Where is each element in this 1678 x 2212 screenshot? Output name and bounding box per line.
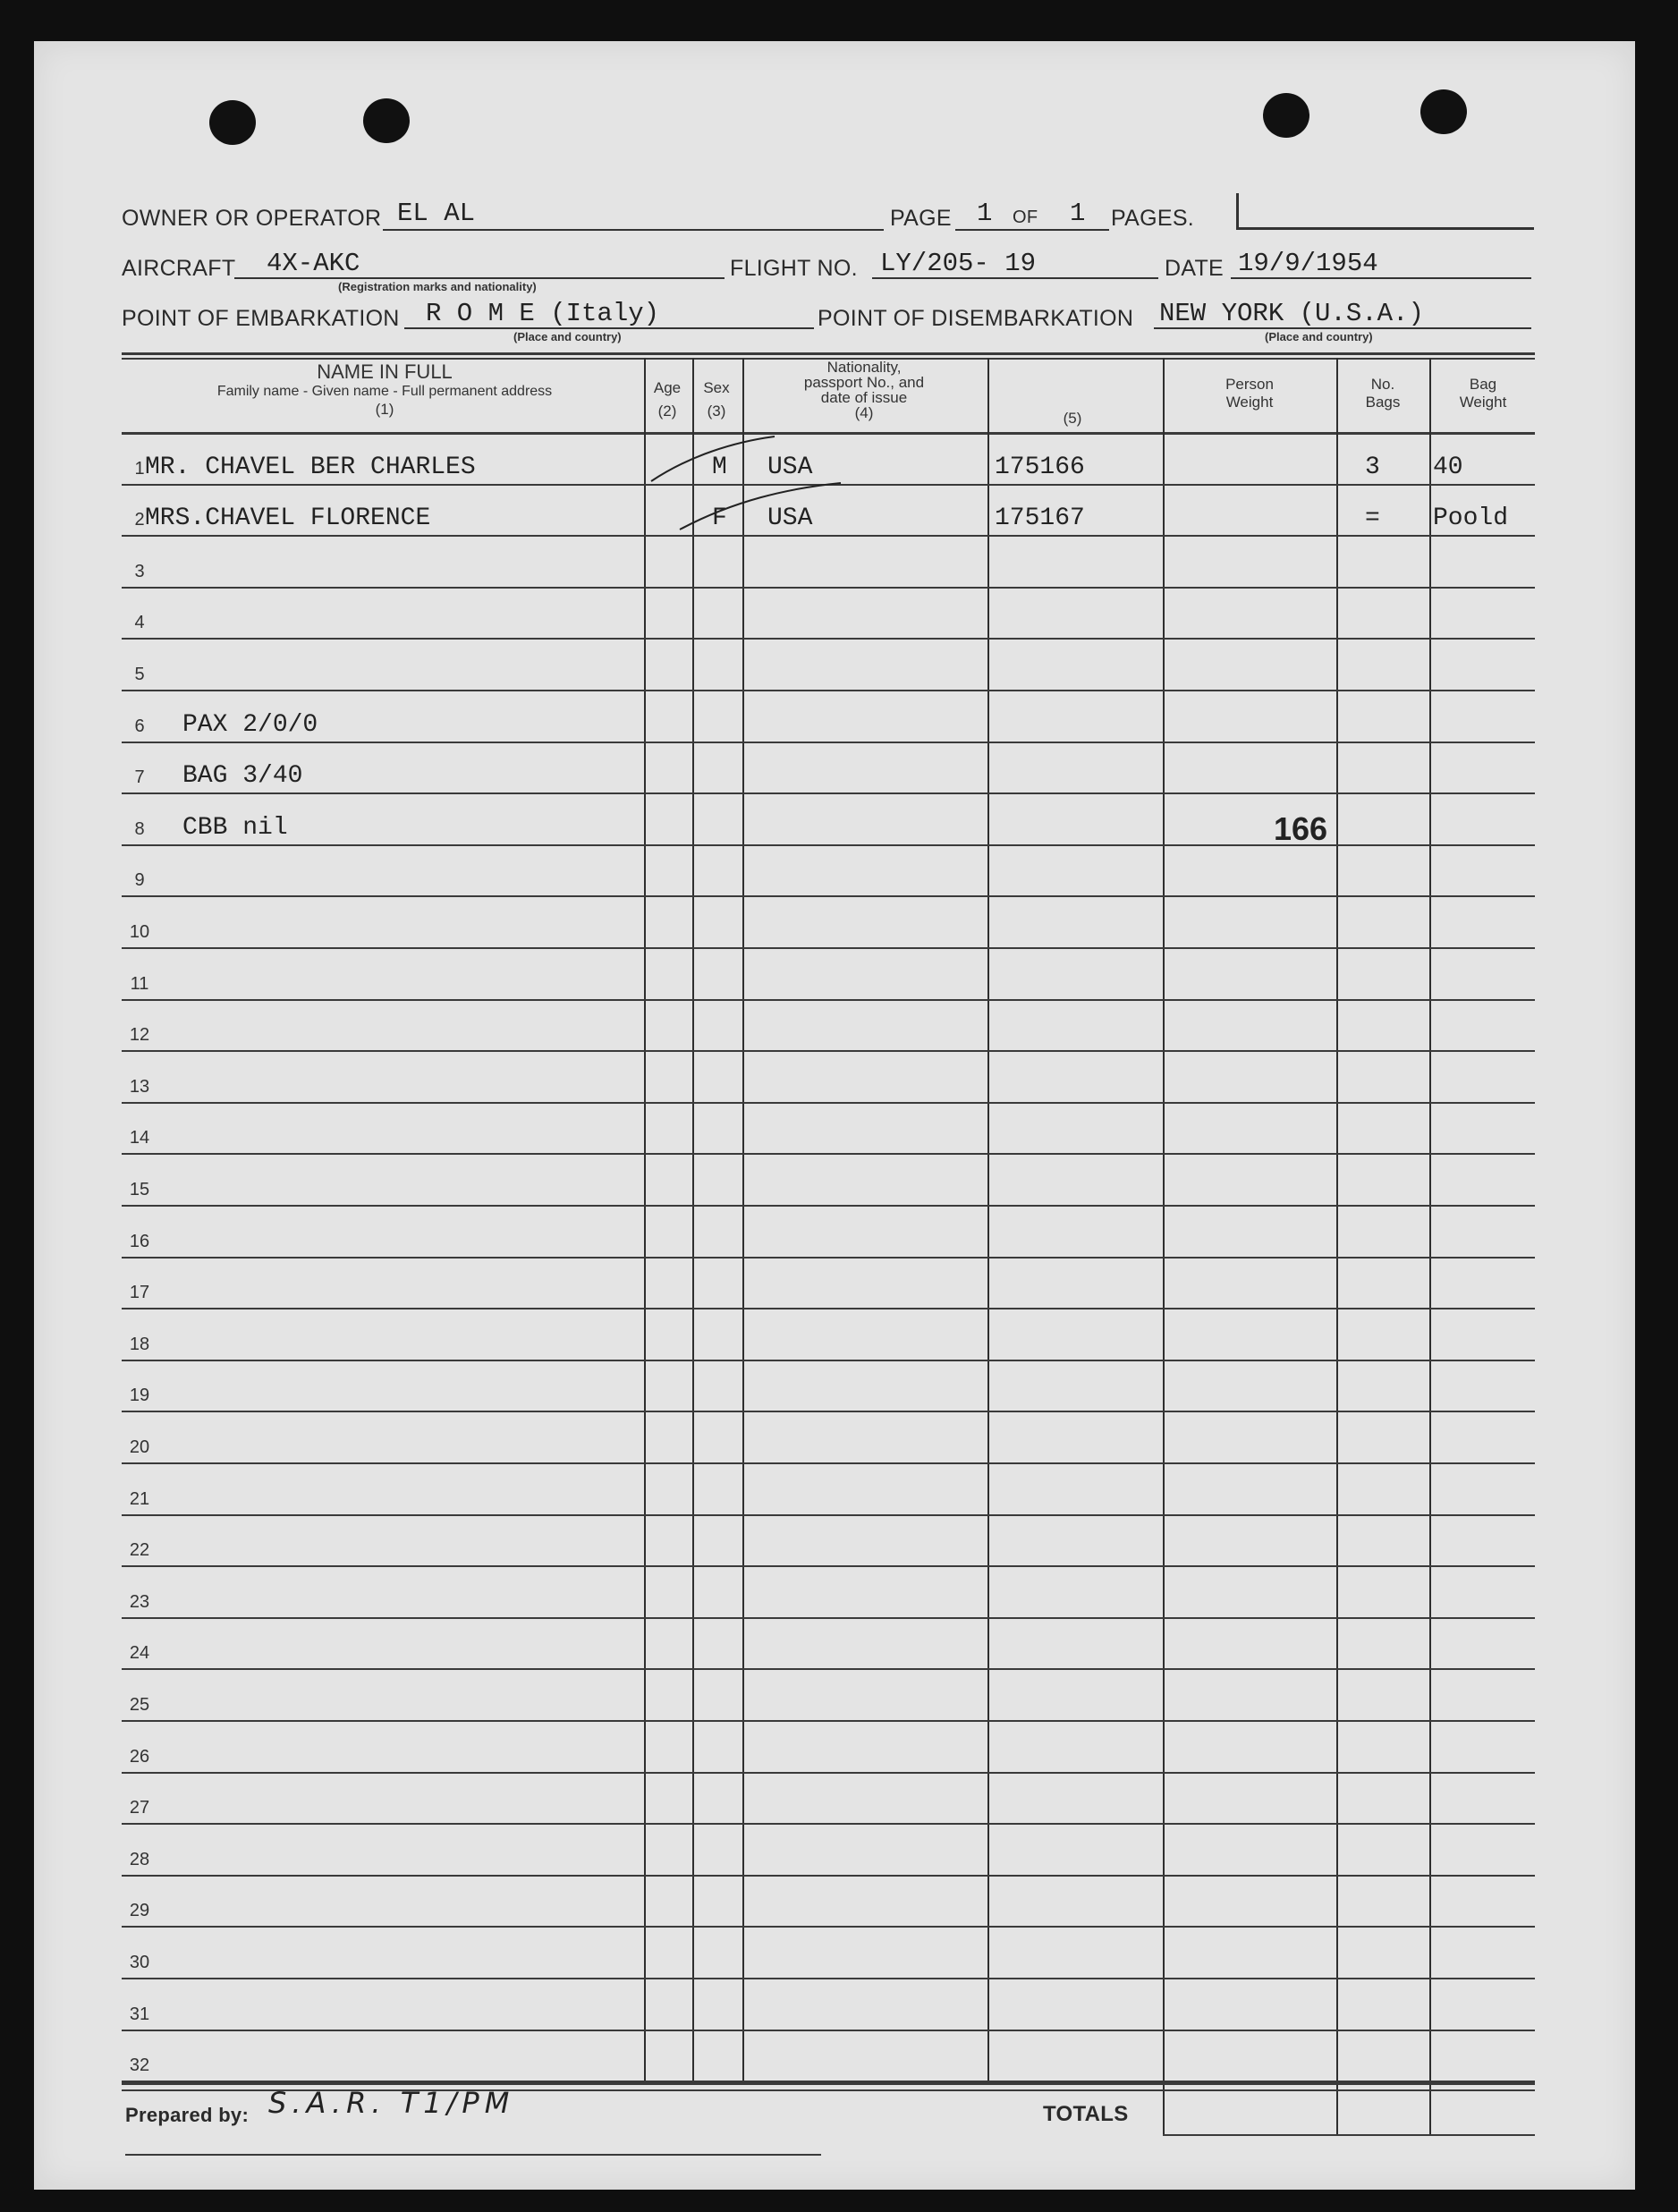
passenger-name: BAG 3/40: [182, 762, 303, 791]
passenger-name: MR. CHAVEL BER CHARLES: [145, 453, 476, 481]
row-rule: [122, 1720, 1535, 1722]
row-number: 1: [134, 458, 145, 479]
owner-value: EL AL: [397, 199, 476, 228]
row-rule: [122, 690, 1535, 691]
row-rule: [122, 1978, 1535, 1979]
row-rule: [122, 1102, 1535, 1104]
row-rule: [122, 1462, 1535, 1464]
embarkation-label: POINT OF EMBARKATION: [122, 306, 400, 331]
disembarkation-value: NEW YORK (U.S.A.): [1159, 299, 1424, 328]
row-rule: [122, 792, 1535, 794]
row-rule: [122, 1617, 1535, 1619]
row-number: 31: [129, 2004, 150, 2024]
passenger-ticket-number: 175167: [995, 504, 1085, 533]
passenger-sex: F: [712, 504, 727, 533]
prepared-by-label: Prepared by:: [125, 2104, 250, 2126]
row-rule: [122, 742, 1535, 743]
row-rule: [122, 1875, 1535, 1877]
disembarkation-note: (Place and country): [1265, 330, 1373, 343]
row-number: 32: [129, 2055, 150, 2076]
name-title: NAME IN FULL: [317, 360, 453, 383]
page-label: PAGE: [890, 206, 952, 231]
passenger-nationality: USA: [767, 504, 813, 533]
row-number: 24: [129, 1643, 150, 1664]
nationality-header: Nationality, passport No., and date of issue (4): [803, 359, 925, 421]
row-rule: [122, 1050, 1535, 1052]
name-header: [134, 361, 635, 419]
totals-label: TOTALS: [1043, 2102, 1129, 2126]
row-number: 22: [129, 1540, 150, 1561]
row-rule: [122, 1308, 1535, 1309]
passenger-sex: M: [712, 453, 727, 481]
flight-label: FLIGHT NO.: [730, 256, 858, 281]
passenger-nationality: USA: [767, 453, 813, 481]
aircraft-note: (Registration marks and nationality): [338, 280, 537, 293]
row-number: 7: [134, 767, 145, 788]
row-number: 23: [129, 1591, 150, 1612]
corner-bracket: [1236, 193, 1534, 230]
aircraft-label: AIRCRAFT: [122, 256, 236, 281]
page-number: 1: [977, 199, 993, 228]
age-header: Age (2): [653, 379, 682, 420]
person-weight-header: Person Weight: [1225, 376, 1274, 411]
row-number: 29: [129, 1901, 150, 1921]
row-number: 13: [129, 1076, 150, 1097]
row-number: 9: [134, 870, 145, 891]
aircraft-value: 4X-AKC: [267, 249, 360, 278]
row-rule: [122, 895, 1535, 897]
punch-hole: [1420, 89, 1467, 134]
row-rule: [122, 1153, 1535, 1155]
passenger-ticket-number: 175166: [995, 453, 1085, 481]
row-number: 18: [129, 1334, 150, 1354]
page-total: 1: [1070, 199, 1086, 228]
row-number: 4: [134, 613, 145, 633]
row-rule: [122, 2030, 1535, 2031]
row-number: 16: [129, 1231, 150, 1251]
column-5-header: (5): [1063, 410, 1082, 427]
row-rule: [122, 535, 1535, 537]
row-rule: [122, 1565, 1535, 1567]
date-value: 19/9/1954: [1238, 249, 1378, 278]
row-rule: [122, 1205, 1535, 1207]
row-number: 15: [129, 1180, 150, 1199]
row-rule: [122, 1514, 1535, 1516]
no-bags-header: No. Bags: [1365, 376, 1401, 411]
date-label: DATE: [1165, 256, 1225, 281]
row-rule: [122, 1668, 1535, 1670]
row-rule: [122, 1926, 1535, 1928]
disembarkation-label: POINT OF DISEMBARKATION: [818, 306, 1134, 331]
row-number: 17: [129, 1283, 150, 1303]
row-rule: [122, 1772, 1535, 1774]
page-of-label: OF: [1013, 208, 1038, 227]
person-weight-value: 166: [1274, 809, 1328, 847]
row-number: 11: [130, 973, 149, 994]
row-number: 21: [129, 1488, 150, 1509]
embarkation-note: (Place and country): [513, 330, 622, 343]
row-number: 30: [129, 1953, 150, 1972]
row-number: 19: [129, 1386, 150, 1406]
row-rule: [122, 484, 1535, 486]
row-number: 3: [134, 561, 145, 581]
punch-hole: [363, 98, 410, 143]
row-number: 2: [134, 510, 145, 530]
row-rule: [122, 999, 1535, 1001]
name-subtitle: Family name - Given name - Full permanent address: [216, 384, 553, 399]
pages-label: PAGES.: [1111, 206, 1195, 231]
punch-hole: [1263, 93, 1309, 138]
passenger-name: PAX 2/0/0: [182, 710, 318, 739]
row-number: 14: [129, 1128, 150, 1148]
row-rule: [122, 1257, 1535, 1259]
number-of-bags: 3: [1365, 453, 1380, 481]
embarkation-value: R O M E (Italy): [426, 299, 660, 328]
bag-weight-header: Bag Weight: [1459, 376, 1507, 411]
number-of-bags: =: [1365, 504, 1380, 533]
punch-hole: [209, 100, 256, 145]
row-number: 25: [129, 1695, 150, 1715]
row-rule: [122, 1823, 1535, 1825]
passenger-name: CBB nil: [182, 813, 288, 842]
row-rule: [122, 947, 1535, 949]
row-number: 27: [129, 1798, 150, 1818]
sex-header: Sex (3): [703, 379, 730, 420]
bag-weight-value: Poold: [1433, 504, 1509, 533]
row-number: 20: [129, 1437, 150, 1457]
row-number: 5: [134, 665, 145, 684]
name-number: (1): [375, 401, 394, 418]
row-rule: [122, 1360, 1535, 1361]
bag-weight-value: 40: [1433, 453, 1463, 481]
owner-label: OWNER OR OPERATOR: [122, 206, 382, 231]
row-number: 28: [129, 1849, 150, 1869]
passenger-name: MRS.CHAVEL FLORENCE: [145, 504, 431, 533]
row-rule: [122, 638, 1535, 640]
row-number: 26: [129, 1746, 150, 1767]
row-rule: [122, 1411, 1535, 1412]
row-rule: [122, 587, 1535, 589]
row-number: 10: [129, 922, 150, 942]
row-number: 6: [134, 716, 145, 736]
row-number: 8: [134, 818, 145, 839]
flight-value: LY/205- 19: [880, 249, 1037, 278]
prepared-by-signature: S.A.R. T1/PM: [268, 2086, 515, 2120]
row-number: 12: [129, 1025, 150, 1046]
